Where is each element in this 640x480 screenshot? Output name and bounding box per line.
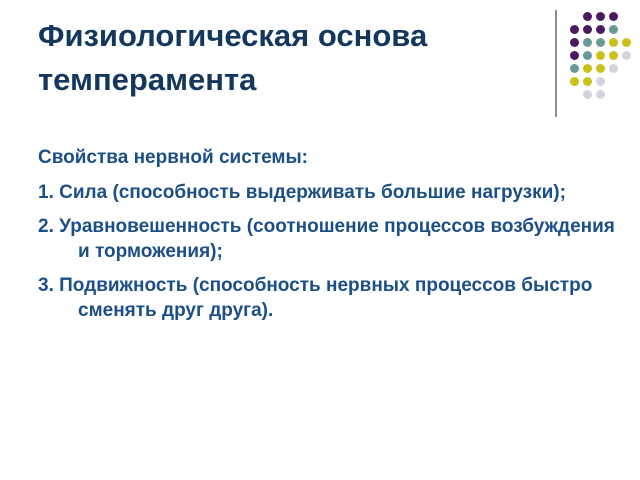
decorative-dot [609,64,618,73]
list-item: 3. Подвижность (способность нервных процессов быстро сменять друг друга). [38,275,593,321]
slide-body [38,145,618,332]
properties-list [38,180,618,323]
decorative-dot [583,51,592,60]
slide-subtitle: Свойства нервной системы: [38,147,308,168]
decorative-dot [583,38,592,47]
list-item: 1. Сила (способность выдерживать большие нагрузки); [38,182,566,203]
decorative-dot [622,51,631,60]
decorative-dot [570,25,579,34]
decorative-dot [609,38,618,47]
decorative-dot [570,64,579,73]
title-divider [555,10,557,117]
decorative-dot [596,25,605,34]
decorative-dot [583,25,592,34]
decorative-dot [570,38,579,47]
decorative-dot [596,90,605,99]
decorative-dot [609,12,618,21]
decorative-dot [622,38,631,47]
slide-title: Физиологическая основа темперамента [38,18,428,97]
decorative-dot [570,51,579,60]
decorative-dot [596,12,605,21]
decorative-dot [596,38,605,47]
decorative-dot [570,77,579,86]
decorative-dot [609,25,618,34]
decorative-dot [583,77,592,86]
decorative-dot [583,12,592,21]
decorative-dot [596,51,605,60]
decorative-dot [596,64,605,73]
decorative-dot [609,51,618,60]
decorative-dot [583,90,592,99]
list-item: 2. Уравновешенность (соотношение процессов возбуждения и торможения); [38,216,615,262]
decorative-dot [583,64,592,73]
decorative-dot [596,77,605,86]
